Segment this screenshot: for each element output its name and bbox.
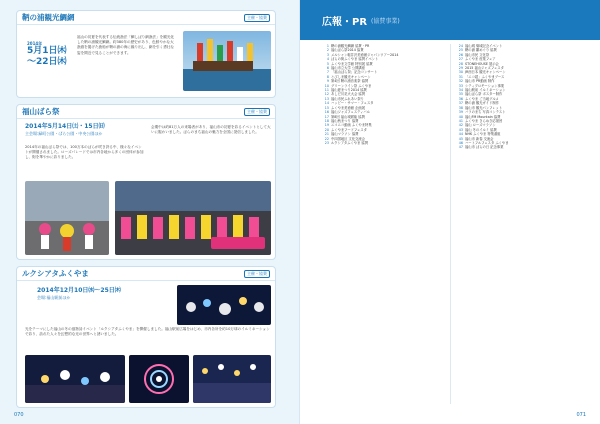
list-item-text: ふくやま美術館 企画展 <box>331 105 366 110</box>
right-page <box>300 0 600 424</box>
event-photo-night <box>25 355 125 403</box>
list-item-number: 47 <box>458 145 463 150</box>
parade-image <box>25 181 109 255</box>
list-item-number: 32 <box>458 79 463 84</box>
list-item-number: 20 <box>324 127 329 132</box>
event-photo-dome <box>129 355 189 403</box>
list-item-text: メルシャン軽井沢美術館ジャパンツアー2014 <box>331 52 399 57</box>
list-item-number: 8 <box>326 74 329 79</box>
list-item-text: 福山夏まつり2014 協賛 <box>331 88 367 93</box>
list-item-number: 12 <box>324 92 329 97</box>
list-item-number: 15 <box>324 105 329 110</box>
list-item <box>456 145 584 149</box>
event-title: 福山ばら祭 <box>22 107 60 116</box>
list-item-number: 36 <box>458 96 463 101</box>
list-item-number: 40 <box>458 114 463 119</box>
event-title: 鞆の浦観光鯛網 <box>22 13 75 22</box>
list-item-text: STONEHOUSE 展示会 <box>465 61 499 66</box>
event-date: 2014年5月14日㈯・15日㈰ 主会場:緑町公園・ばら公園・中央公園ほか <box>25 123 105 136</box>
list-item-text: 福山マラソン 協賛 <box>331 132 359 137</box>
list-item-number: 33 <box>458 83 463 88</box>
list-item-number: 46 <box>458 140 463 145</box>
list-item-number: 10 <box>324 83 329 88</box>
list-item-text: 福山市民ふれあい祭り <box>331 96 364 101</box>
list-item-number: 26 <box>458 52 463 57</box>
event-photo-parade <box>25 181 109 255</box>
list-item-number: 23 <box>324 140 329 145</box>
list-item-number: 27 <box>458 57 463 62</box>
list-item-number: 16 <box>324 110 329 115</box>
list-item-text: 鞆の浦観光鯛網 協賛・PR <box>331 44 370 48</box>
event-badge: 主催・協賛 <box>244 270 270 278</box>
event-photo-illumination <box>177 285 271 325</box>
list-item-text: 鞆の浦 雛めぐり 協賛 <box>465 48 497 53</box>
list-item-text: 「福山ばら祭」記念コンサート <box>331 70 378 75</box>
list-item-number: 34 <box>458 88 463 93</box>
list-item-text: 福山市 観光パンフレット <box>465 105 503 110</box>
card-header <box>17 267 275 281</box>
list-item-text: グリーンライン祭 ふくやま <box>331 83 372 88</box>
list-item-text: 福山市民 文化祭 <box>465 52 490 57</box>
list-item-text: 中四国地区 文化交流会 <box>331 136 366 141</box>
list-item-number: 44 <box>458 132 463 137</box>
list-item-number: 30 <box>458 70 463 75</box>
list-item-text: あしだ川花火大会 協賛 <box>331 92 366 97</box>
page-number-left: 070 <box>14 412 24 418</box>
list-item-number: 35 <box>458 92 463 97</box>
list-item-number: 25 <box>458 48 463 53</box>
list-item-number: 1 <box>326 44 329 48</box>
list-item-text: ふくやま 産業フェア <box>465 57 496 62</box>
list-item-text: 福山市立大学 公開講座 <box>331 66 366 71</box>
list-item-text: 鞆の浦 観光ガイド制作 <box>465 101 499 106</box>
list-item-text: ばらの街ふくやま 協賛イベント <box>331 57 379 62</box>
section-subtitle: (協賛事業) <box>371 17 400 25</box>
card-header <box>17 11 275 25</box>
list-item-number: 14 <box>324 101 329 106</box>
list-item-number: 18 <box>324 118 329 123</box>
event-photo-dancers <box>115 181 271 255</box>
event-description: 福山の初夏を代表する伝統漁法「鯛しばり網漁法」を観光化した鞆の浦観光鯛網。約380年の歴史があり、色鮮やかな大漁旗を掲げた漁船が鞆の浦の海に繰り出し、網を引く勇壮な姿を間近で見ることができます。 <box>77 35 175 55</box>
list-item-text: NHK ふくやま 特集番組 <box>465 132 501 137</box>
list-item-text: 「ニコ超」ふくやまブース <box>465 74 505 79</box>
event-card-barasai <box>16 104 276 260</box>
list-item-text: ルクシアタふくやま 協賛 <box>331 140 369 145</box>
dancers-image <box>115 181 271 255</box>
list-item-text: 福山ばら祭2014 協賛 <box>331 48 364 53</box>
list-item-number: 7 <box>326 70 329 75</box>
event-date: 2014年 5月1日㈭ 〜22日㈭ <box>27 41 67 67</box>
list-item-text: 第8回 福山城薪能 協賛 <box>331 114 365 119</box>
section-title: 広報・PR <box>322 16 368 28</box>
list-item-text: JR西日本 観光キャンペーン <box>465 70 506 75</box>
boat-festival-image <box>183 31 271 91</box>
list-item-number: 2 <box>326 48 329 53</box>
sponsor-list-col2 <box>456 44 584 150</box>
list-item-number: 19 <box>324 123 329 128</box>
list-item-text: 福山市 PR動画 制作 <box>465 79 495 84</box>
event-title: ルクシアタふくやま <box>22 269 89 278</box>
event-description-2: 会期中は約81万人の来場者があり、福山市の初夏を彩るイベントとして大いに賑わいました。ばらのまち福山の魅力を全国に発信しました。 <box>151 125 271 135</box>
list-item <box>322 141 446 145</box>
event-description: 光をテーマにした福山の冬の風物詩イベント「ルクシアタふくやま」を開催しました。福山駅前広場をはじめ、市内各所を約10万球のイルミネーションで彩り、訪れた人々を幻想的な光の世界へと誘いました。 <box>25 327 270 337</box>
sponsor-list-col1 <box>322 44 446 145</box>
list-item-text: 第4回 鞆の浦音楽祭 協賛 <box>331 79 369 84</box>
list-item-number: 6 <box>326 66 329 71</box>
list-item-text: 福山秋まつり 協賛 <box>331 118 359 123</box>
list-item-number: 38 <box>458 105 463 110</box>
list-item-text: バラのまち 写真コンテスト <box>465 110 506 115</box>
list-item-number: 43 <box>458 127 463 132</box>
event-card-taiami <box>16 10 276 98</box>
event-photo-street <box>193 355 271 403</box>
list-item-text: 福山駅前 イルミネーション <box>465 88 506 93</box>
list-item-number: 28 <box>458 61 463 66</box>
night-lights-image <box>25 355 125 403</box>
card-header <box>17 105 275 119</box>
list-item-text: 福山市 ばらの日 記念事業 <box>465 145 504 150</box>
list-item-text: ハッピー・サマー・フェスタ <box>331 101 374 106</box>
page-number-right: 071 <box>576 412 586 418</box>
list-item-number: 3 <box>326 52 329 57</box>
list-item-text: 福山城 築城記念イベント <box>465 44 503 48</box>
list-item-text: ハートフルフェスタ ふくやま <box>465 140 509 145</box>
section-header <box>300 0 600 40</box>
list-item-number: 5 <box>326 61 329 66</box>
list-item-text: ふくやまフードフェスタ <box>331 127 367 132</box>
list-item-number: 24 <box>458 44 463 48</box>
list-item-text: ふくやま文学館 特別展 協賛 <box>331 61 373 66</box>
list-item-text: ふくやま きらめき応援団 <box>465 118 503 123</box>
list-item-text: シティプロモーション事業 <box>465 83 505 88</box>
illumination-image <box>177 285 271 325</box>
list-item-text: 福山ジャズフェスティバル <box>331 110 371 115</box>
list-item-number: 21 <box>324 132 329 137</box>
list-item-number: 22 <box>324 136 329 141</box>
list-item-text: ニコニコ動画 ふくやま特集 <box>331 123 372 128</box>
list-item-number: 37 <box>458 101 463 106</box>
list-item-text: とびしま観光キャンペーン <box>331 74 371 79</box>
list-item-text: 2015 福山ジャズフェスタ <box>465 66 504 71</box>
dome-lights-image <box>129 355 189 403</box>
list-item-number: 42 <box>458 123 463 128</box>
event-badge: 主催・協賛 <box>244 108 270 116</box>
list-item-number: 4 <box>326 57 329 62</box>
list-item-number: 45 <box>458 136 463 141</box>
list-item-text: 福山FM Mountain 協賛 <box>465 114 501 119</box>
event-date: 2014年12月10日㈬〜25日㈭ 会場:福山駅前ほか <box>37 287 121 300</box>
list-item-number: 31 <box>458 74 463 79</box>
column-divider <box>450 44 451 404</box>
list-item-number: 29 <box>458 66 463 71</box>
list-item-text: ふくやま ご当地グルメ <box>465 96 499 101</box>
list-item-text: 福山市 新春 交流会 <box>465 136 494 141</box>
event-card-luxiata <box>16 266 276 408</box>
list-item-number: 13 <box>324 96 329 101</box>
list-item-number: 17 <box>324 114 329 119</box>
list-item-text: 福山 冬のイルミ 協賛 <box>465 127 497 132</box>
street-lights-image <box>193 355 271 403</box>
list-item-number: 41 <box>458 118 463 123</box>
list-item-text: 福山ばら祭 ポスター制作 <box>465 92 503 97</box>
list-item-number: 39 <box>458 110 463 115</box>
list-item-number: 9 <box>326 79 329 84</box>
event-badge: 主催・協賛 <box>244 14 270 22</box>
event-photo-taiami <box>183 31 271 91</box>
event-description: 2014年の福山ばら祭では、100万本のばらが咲き誇る中、様々なイベントが開催されました。ローズパレードでは市内各地から多くの団体が参加し、街を華やかに彩りました。 <box>25 145 144 160</box>
list-item-text: 福山 ローズマラソン <box>465 123 496 128</box>
list-item-number: 11 <box>324 88 329 93</box>
